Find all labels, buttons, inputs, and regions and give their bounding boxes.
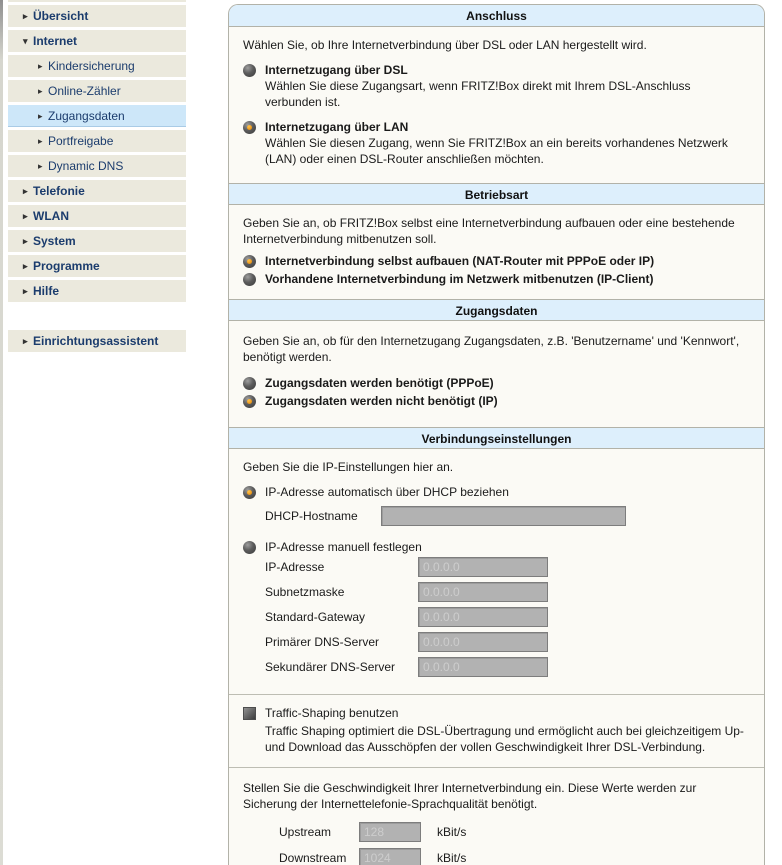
sidebar-nav: [8, 0, 186, 355]
subnetzmaske-label: Subnetzmaske: [265, 584, 345, 599]
chevron-right-icon: ▸: [38, 136, 43, 146]
sidebar-item-label: WLAN: [33, 209, 69, 223]
sidebar-item-programme[interactable]: [8, 255, 186, 277]
downstream-row: [279, 848, 750, 865]
sidebar-item-zugangsdaten[interactable]: [8, 105, 186, 127]
option-internetzugang-lan: [243, 119, 750, 167]
option-internetzugang-dsl: [243, 62, 750, 110]
option-ip: [243, 393, 750, 409]
betriebsart-intro-text: Geben Sie an, ob FRITZ!Box selbst eine Internetverbindung aufbauen oder eine bestehende Internetverbindung mitbenutzen soll.: [243, 216, 735, 246]
sekundaerer-dns-row: [265, 657, 750, 677]
radio-ip-client[interactable]: [243, 273, 256, 286]
verbindung-intro-text: Geben Sie die IP-Einstellungen hier an.: [243, 460, 454, 474]
option-label-ip-client[interactable]: Vorhandene Internetverbindung im Netzwerk mitbenutzen (IP-Client): [265, 272, 654, 286]
downstream-label: Downstream: [279, 850, 347, 865]
settings-panel: [228, 4, 765, 865]
option-pppoe: [243, 375, 750, 391]
radio-ip-manuell[interactable]: [243, 541, 256, 554]
chevron-right-icon: ▸: [38, 111, 43, 121]
standard-gateway-row: [265, 607, 750, 627]
downstream-input[interactable]: [359, 848, 421, 865]
section-betriebsart: [229, 183, 764, 299]
sidebar-item-label: Einrichtungsassistent: [33, 334, 159, 348]
traffic-shaping-label[interactable]: Traffic-Shaping benutzen: [265, 706, 399, 720]
option-label-ip[interactable]: Zugangsdaten werden nicht benötigt (IP): [265, 394, 498, 408]
sidebar-item-label: Zugangsdaten: [48, 109, 125, 123]
sidebar-item-online-zaehler[interactable]: [8, 80, 186, 102]
sidebar-item-label: Dynamic DNS: [48, 159, 124, 173]
sidebar-item-label: Telefonie: [33, 184, 85, 198]
chevron-right-icon: ▸: [23, 286, 28, 296]
sidebar-item-label: Hilfe: [33, 284, 60, 298]
ip-adresse-input[interactable]: [418, 557, 548, 577]
traffic-shaping-desc: Traffic Shaping optimiert die DSL-Übertragung und ermöglicht auch bei gleichzeitigem Up- und Download das Ausschöpfen der vollen Geschwindigkeit Ihrer DSL-Verbindung.: [265, 724, 744, 754]
upstream-label: Upstream: [279, 824, 332, 839]
downstream-unit: kBit/s: [437, 851, 467, 865]
chevron-right-icon: ▸: [38, 61, 43, 71]
section-zugangsdaten: [229, 299, 764, 427]
section-title-zugangsdaten: Zugangsdaten: [229, 299, 764, 321]
sidebar-item-label: Online-Zähler: [48, 84, 121, 98]
sidebar-item-label: Portfreigabe: [48, 134, 114, 148]
traffic-shaping-block: [229, 694, 764, 767]
section-title-verbindungseinstellungen: Verbindungseinstellungen: [229, 427, 764, 449]
radio-pppoe[interactable]: [243, 377, 256, 390]
sidebar-item-wlan[interactable]: [8, 205, 186, 227]
radio-internetzugang-dsl[interactable]: [243, 64, 256, 77]
dhcp-hostname-label: DHCP-Hostname: [265, 508, 358, 523]
sidebar-item-system[interactable]: [8, 230, 186, 252]
option-desc-dsl: Wählen Sie diese Zugangsart, wenn FRITZ!Box direkt mit Ihrem DSL-Anschluss verbunden ist.: [265, 79, 691, 109]
sidebar-item-label: Kindersicherung: [48, 59, 135, 73]
traffic-shaping-checkbox[interactable]: [243, 707, 256, 720]
sidebar-item-kindersicherung[interactable]: [8, 55, 186, 77]
option-label-dhcp-auto[interactable]: IP-Adresse automatisch über DHCP beziehen: [265, 485, 509, 499]
primaerer-dns-label: Primärer DNS-Server: [265, 634, 380, 649]
radio-ip[interactable]: [243, 395, 256, 408]
speed-intro-text: Stellen Sie die Geschwindigkeit Ihrer Internetverbindung ein. Diese Werte werden zur Sicherung der Internettelefonie-Sprachqualität benötigt.: [243, 781, 697, 811]
ip-settings-block: [229, 449, 764, 694]
section-verbindungseinstellungen: [229, 427, 764, 865]
manual-ip-group: [243, 539, 750, 677]
option-selbst-aufbauen: [243, 253, 750, 269]
chevron-right-icon: ▸: [23, 186, 28, 196]
option-label-selbst-aufbauen[interactable]: Internetverbindung selbst aufbauen (NAT-Router mit PPPoE oder IP): [265, 254, 655, 268]
option-label-lan[interactable]: Internetzugang über LAN: [265, 120, 409, 134]
ip-adresse-row: [265, 557, 750, 577]
option-ip-manuell: [243, 539, 750, 555]
sekundaerer-dns-input[interactable]: [418, 657, 548, 677]
chevron-right-icon: ▸: [23, 261, 28, 271]
sidebar-item-portfreigabe[interactable]: [8, 130, 186, 152]
primaerer-dns-row: [265, 632, 750, 652]
section-title-betriebsart: Betriebsart: [229, 183, 764, 205]
radio-selbst-aufbauen[interactable]: [243, 255, 256, 268]
upstream-input[interactable]: [359, 822, 421, 842]
chevron-right-icon: ▸: [23, 11, 28, 21]
dhcp-hostname-row: [265, 506, 750, 526]
radio-dhcp-auto[interactable]: [243, 486, 256, 499]
upstream-unit: kBit/s: [437, 825, 467, 839]
option-label-dsl[interactable]: Internetzugang über DSL: [265, 63, 408, 77]
sidebar-item-hilfe[interactable]: [8, 280, 186, 302]
chevron-right-icon: ▸: [23, 236, 28, 246]
sidebar-partial-item: [8, 0, 186, 2]
chevron-right-icon: ▸: [23, 211, 28, 221]
sidebar-item-label: System: [33, 234, 76, 248]
chevron-right-icon: ▸: [23, 336, 28, 346]
dhcp-option-group: [243, 484, 750, 526]
speed-block: [229, 767, 764, 865]
primaerer-dns-input[interactable]: [418, 632, 548, 652]
option-ip-client: [243, 271, 750, 287]
option-label-pppoe[interactable]: Zugangsdaten werden benötigt (PPPoE): [265, 376, 494, 390]
subnetzmaske-input[interactable]: [418, 582, 548, 602]
standard-gateway-input[interactable]: [418, 607, 548, 627]
dhcp-hostname-input[interactable]: [381, 506, 626, 526]
upstream-row: [279, 822, 750, 842]
option-desc-lan: Wählen Sie diesen Zugang, wenn Sie FRITZ!Box an ein bereits vorhandenes Netzwerk (LAN) oder einen DSL-Router anschließen möchten.: [265, 136, 728, 166]
page-left-edge: [0, 0, 3, 865]
standard-gateway-label: Standard-Gateway: [265, 609, 366, 624]
anschluss-intro-text: Wählen Sie, ob Ihre Internetverbindung über DSL oder LAN hergestellt wird.: [243, 38, 647, 52]
sekundaerer-dns-label: Sekundärer DNS-Server: [265, 659, 396, 674]
option-dhcp-auto: [243, 484, 750, 500]
sidebar-item-label: Programme: [33, 259, 100, 273]
section-anschluss: [229, 5, 764, 183]
zugangsdaten-intro-text: Geben Sie an, ob für den Internetzugang Zugangsdaten, z.B. 'Benutzername' und 'Kennwort', benötigt werden.: [243, 334, 740, 364]
sidebar-item-uebersicht[interactable]: [8, 5, 186, 27]
radio-internetzugang-lan[interactable]: [243, 121, 256, 134]
sidebar-item-dynamic-dns[interactable]: [8, 155, 186, 177]
sidebar-item-telefonie[interactable]: [8, 180, 186, 202]
section-title-anschluss: Anschluss: [229, 5, 764, 27]
sidebar-item-einrichtungsassistent[interactable]: [8, 330, 186, 352]
subnetzmaske-row: [265, 582, 750, 602]
sidebar-item-label: Übersicht: [33, 9, 89, 23]
ip-adresse-label: IP-Adresse: [265, 559, 325, 574]
sidebar-item-internet[interactable]: [8, 30, 186, 52]
chevron-right-icon: ▸: [38, 161, 43, 171]
option-traffic-shaping: [243, 705, 750, 721]
chevron-right-icon: ▸: [38, 86, 43, 96]
option-label-ip-manuell[interactable]: IP-Adresse manuell festlegen: [265, 540, 422, 554]
sidebar-item-label: Internet: [33, 34, 78, 48]
chevron-down-icon: ▾: [23, 36, 28, 46]
